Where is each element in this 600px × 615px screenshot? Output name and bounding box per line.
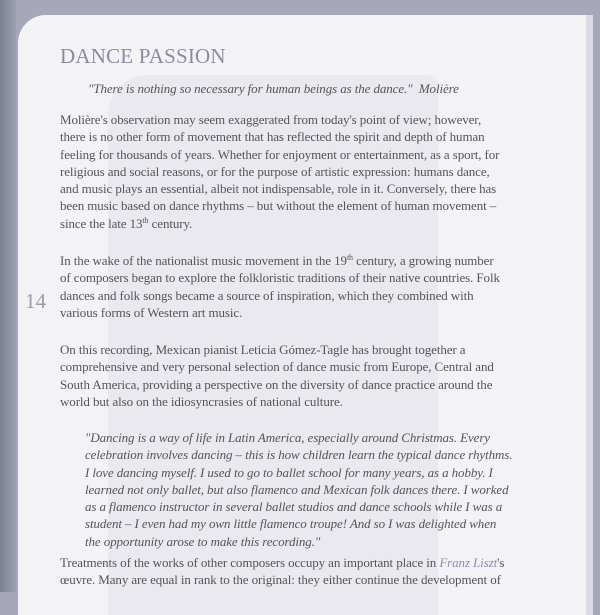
text: since the late 13 (60, 215, 143, 231)
page-title: DANCE PASSION (60, 44, 226, 68)
text: century. (148, 215, 193, 231)
text-line: there is no other form of movement that has reflected the spirit and depth of human (60, 129, 485, 145)
composer-name: Franz Liszt (439, 555, 498, 570)
page-left-edge (0, 0, 16, 592)
text-line (60, 554, 504, 571)
text: In the wake of the nationalist music movement in the 19 (60, 253, 347, 268)
text-line: various forms of Western art music. (60, 304, 243, 320)
superscript: th (142, 215, 149, 225)
paragraph-4 (60, 554, 504, 589)
text-line: and music plays an essential, albeit not indispensable, role in it. Conversely, there has (60, 181, 497, 197)
text-line: the opportunity arose to make this recording." (85, 533, 321, 549)
paragraph-2 (60, 252, 500, 321)
page-number: 14 (25, 289, 46, 313)
text-line: celebration involves dancing – this is how children learn the typical dance rhythms. (85, 447, 513, 463)
text-line: œuvre. Many are equal in rank to the original: they either continue the development of (60, 572, 501, 588)
text-line: religious and social reasons, or for the purpose of artistic expression: humans dance, (60, 163, 490, 179)
text-line: Molière's observation may seem exaggerated from today's point of view; however, (60, 112, 482, 127)
text-line (60, 252, 500, 269)
text-line: On this recording, Mexican pianist Leticia Gómez-Tagle has brought together a (60, 342, 466, 357)
text: 's (497, 555, 505, 570)
page-right-edge (586, 15, 593, 615)
epigraph-quote: "There is nothing so necessary for human beings as the dance." (88, 81, 413, 96)
text-line: dances and folk songs became a source of inspiration, which they combined with (60, 287, 474, 303)
text-line: comprehensive and very personal selection of dance music from Europe, Central and (60, 359, 494, 375)
text-line: I love dancing myself. I used to go to ballet school for many years, as a hobby. I (85, 464, 493, 480)
text-line (60, 215, 499, 232)
text-line: of composers began to explore the folkloristic traditions of their native countries. Folk (60, 270, 500, 286)
text-line: feeling for thousands of years. Whether for enjoyment or entertainment, as a sport, for (60, 146, 500, 162)
text-line: been music based on dance rhythms – but without the element of human movement – (60, 198, 497, 214)
text-line: as a flamenco instructor in several ballet studios and dance schools while I was a (85, 499, 503, 515)
text-line: student – I even had my own little flamenco troupe! And so I was delighted when (85, 516, 497, 532)
epigraph-author: Molière (418, 81, 459, 96)
paragraph-3 (60, 341, 494, 410)
text: Treatments of the works of other composers occupy an important place in (60, 555, 440, 570)
artist-quote (85, 429, 512, 550)
text-line: South America, providing a perspective on the diversity of dance practice around the (60, 376, 493, 392)
text-line: world but also on the idiosyncrasies of national culture. (60, 393, 343, 409)
text-line: "Dancing is a way of life in Latin America, especially around Christmas. Every (85, 430, 490, 445)
text-line: learned not only ballet, but also flamenco and Mexican folk dances there. I worked (85, 481, 509, 497)
superscript: th (346, 253, 353, 262)
epigraph (88, 80, 459, 97)
text: century, a growing number (352, 253, 494, 268)
paragraph-1 (60, 111, 499, 232)
